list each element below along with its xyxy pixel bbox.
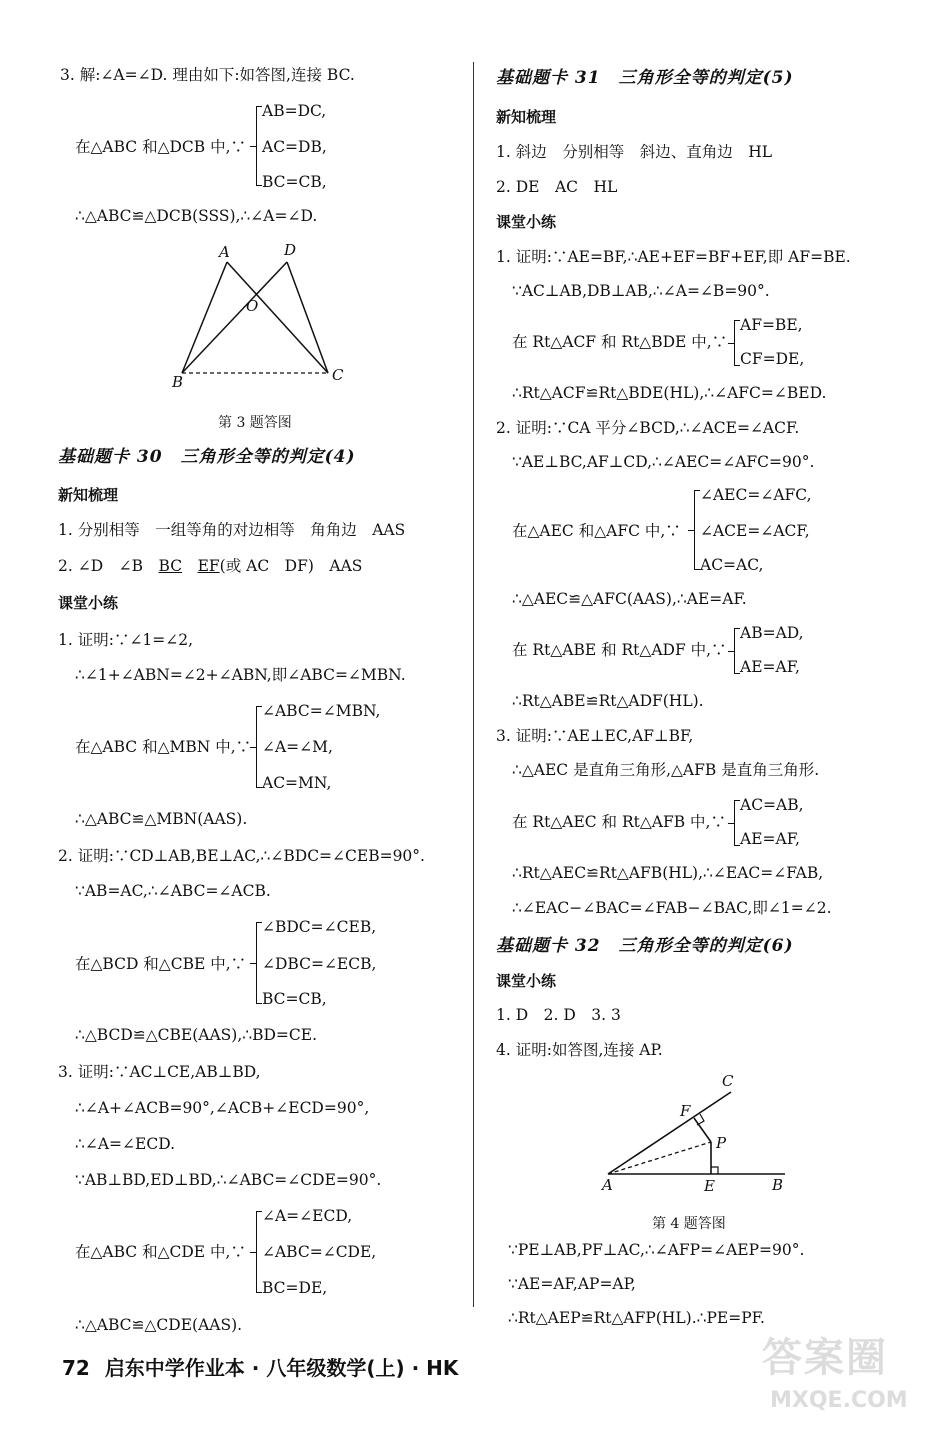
q3-conclusion-1: ∴Rt△AEC≌Rt△AFB(HL),∴∠EAC=∠FAB, [512,864,824,882]
fig3-diagram [165,240,355,390]
fig4-right-angle-e [711,1167,718,1174]
p3-brace [256,1211,257,1293]
fig4-label-a: A [602,1176,613,1194]
fig4-label-p: P [716,1134,727,1152]
p3-line-4: ∵AB⊥BD,ED⊥BD,∴∠ABC=∠CDE=90°. [75,1171,382,1189]
p2-brace [256,922,257,1004]
q3-cond-2: AE=AF, [740,830,800,848]
p2-cond-3: BC=CB, [262,990,327,1008]
q3-prefix: 在△ABC 和△DCB 中,∵ [75,138,247,156]
p2-line-1: 2. 证明:∵CD⊥AB,BE⊥AC,∴∠BDC=∠CEB=90°. [58,847,425,865]
q3-cond-2: AC=DB, [262,138,327,156]
fig4-caption: 第 4 题答图 [652,1216,726,1232]
watermark-top-text: 答案圈 [762,1335,888,1381]
q1-cond-1: AF=BE, [740,316,803,334]
q3-cond-3: BC=CB, [262,173,327,191]
q4-line-1: 4. 证明:如答图,连接 AP. [496,1041,663,1059]
fig3-label-d: D [284,241,297,259]
q2-cond-3: AC=AC, [700,556,764,574]
card31-answer-2: 2. DE AC HL [496,178,618,196]
fig3-label-o: O [246,297,259,315]
q3-brace [256,106,257,186]
p3-cond-1: ∠A=∠ECD, [262,1207,353,1225]
fig4-line-ap-dashed [608,1142,711,1174]
card30-section-new: 新知梳理 [58,486,119,504]
q1-brace [734,320,735,366]
fig3-line-ab [182,262,227,373]
card30-answer-2-post: (或 AC DF) AAS [219,557,363,575]
q1-line-1: 1. 证明:∵AE=BF,∴AE+EF=BF+EF,即 AF=BE. [496,248,851,266]
q2-prefix: 在△AEC 和△AFC 中,∵ [512,522,681,540]
p3-prefix: 在△ABC 和△CDE 中,∵ [75,1243,246,1261]
q2-brace-2 [734,628,735,674]
fig3-label-a: A [219,243,230,261]
p2-line-2: ∵AB=AC,∴∠ABC=∠ACB. [75,882,271,900]
p1-line-1: 1. 证明:∵∠1=∠2, [58,631,194,649]
q2-line-1: 2. 证明:∵CA 平分∠BCD,∴∠ACE=∠ACF. [496,419,800,437]
fig4-label-c: C [722,1072,734,1090]
card30-answer-2-underlined-1: BC [158,557,183,575]
card30-answer-2-underlined-2: EF [197,557,220,575]
card32-answers: 1. D 2. D 3. 3 [496,1006,621,1024]
p1-line-2: ∴∠1+∠ABN=∠2+∠ABN,即∠ABC=∠MBN. [75,666,406,684]
q2-line-2: ∵AE⊥BC,AF⊥CD,∴∠AEC=∠AFC=90°. [512,453,815,471]
p2-cond-1: ∠BDC=∠CEB, [262,918,377,936]
card32-section-practice: 课堂小练 [496,972,557,990]
card31-section-new: 新知梳理 [496,108,557,126]
q3-cond-1: AB=DC, [262,102,327,120]
q3-line-1: 3. 证明:∵AE⊥EC,AF⊥BF, [496,727,694,745]
book-title: 启东中学作业本 · 八年级数学(上) · HK [104,1356,459,1380]
fig3-line-ac [227,262,328,373]
p2-prefix: 在△BCD 和△CBE 中,∵ [75,955,247,973]
q1-line-2: ∵AC⊥AB,DB⊥AB,∴∠A=∠B=90°. [512,282,770,300]
p1-cond-1: ∠ABC=∠MBN, [262,702,381,720]
left-column [0,0,470,1380]
card32-title: 基础题卡 32 三角形全等的判定(6) [496,936,794,956]
p1-conclusion: ∴△ABC≌△MBN(AAS). [75,810,248,828]
page-number: 72 [62,1356,90,1380]
fig3-label-b: B [172,373,184,390]
watermark-logo [752,1330,922,1430]
p1-cond-2: ∠A=∠M, [262,738,333,756]
p3-line-1: 3. 证明:∵AC⊥CE,AB⊥BD, [58,1063,261,1081]
page-footer [62,1358,458,1378]
q2-conclusion-1: ∴△AEC≌△AFC(AAS),∴AE=AF. [512,590,747,608]
q1-prefix: 在 Rt△ACF 和 Rt△BDE 中,∵ [512,333,728,351]
q3-conclusion-2: ∴∠EAC−∠BAC=∠FAB−∠BAC,即∠1=∠2. [512,899,832,917]
fig4-diagram [598,1068,798,1196]
card30-title: 基础题卡 30 三角形全等的判定(4) [58,447,356,467]
q3-line-2: ∴△AEC 是直角三角形,△AFB 是直角三角形. [512,761,820,779]
p1-brace [256,706,257,788]
q2-conclusion-2: ∴Rt△ABE≌Rt△ADF(HL). [512,692,704,710]
q2-cond-1: ∠AEC=∠AFC, [700,486,812,504]
fig4-line-ac [608,1092,731,1174]
card30-answer-1: 1. 分别相等 一组等角的对边相等 角角边 AAS [58,521,406,539]
p3-cond-3: BC=DE, [262,1279,328,1297]
q2-cond-2: ∠ACE=∠ACF, [700,522,810,540]
q1-conclusion: ∴Rt△ACF≌Rt△BDE(HL),∴∠AFC=∠BED. [512,384,827,402]
card31-answer-1: 1. 斜边 分别相等 斜边、直角边 HL [496,143,773,161]
p3-line-2: ∴∠A+∠ACB=90°,∠ACB+∠ECD=90°, [75,1099,370,1117]
fig4-label-e: E [704,1177,715,1195]
q2-brace-1 [694,490,695,570]
fig3-caption: 第 3 题答图 [218,415,292,431]
q2-cond-4: AB=AD, [740,624,804,642]
q3-conclusion: ∴△ABC≌△DCB(SSS),∴∠A=∠D. [75,207,318,225]
fig3-line-dc [287,262,328,373]
fig4-label-b: B [772,1176,784,1194]
p3-cond-2: ∠ABC=∠CDE, [262,1243,377,1261]
card30-section-practice: 课堂小练 [58,594,119,612]
q2-prefix-2: 在 Rt△ABE 和 Rt△ADF 中,∵ [512,641,727,659]
q3-brace [734,800,735,846]
right-column [478,0,932,1380]
q4-line-4: ∴Rt△AEP≌Rt△AFP(HL).∴PE=PF. [508,1309,765,1327]
q3-prefix: 在 Rt△AEC 和 Rt△AFB 中,∵ [512,813,726,831]
q2-cond-5: AE=AF, [740,658,800,676]
card31-title: 基础题卡 31 三角形全等的判定(5) [496,68,794,88]
card30-answer-2 [58,559,362,575]
column-divider [473,62,474,1307]
q3-intro: 3. 解:∠A=∠D. 理由如下:如答图,连接 BC. [60,66,355,84]
p2-cond-2: ∠DBC=∠ECB, [262,955,377,973]
q3-cond-1: AC=AB, [740,796,804,814]
q4-line-2: ∵PE⊥AB,PF⊥AC,∴∠AFP=∠AEP=90°. [508,1241,805,1259]
p1-cond-3: AC=MN, [262,774,332,792]
fig4-label-f: F [680,1102,691,1120]
p1-prefix: 在△ABC 和△MBN 中,∵ [75,738,252,756]
watermark-bottom-text: MXQE.COM [770,1388,908,1413]
card30-answer-2-pre: 2. ∠D ∠B [58,557,159,575]
p3-line-3: ∴∠A=∠ECD. [75,1135,175,1153]
p3-conclusion: ∴△ABC≌△CDE(AAS). [75,1316,243,1334]
fig3-line-db [182,262,287,373]
card31-section-practice: 课堂小练 [496,213,557,231]
p2-conclusion: ∴△BCD≌△CBE(AAS),∴BD=CE. [75,1026,318,1044]
q4-line-3: ∵AE=AF,AP=AP, [508,1275,636,1293]
fig3-label-c: C [332,366,344,384]
q1-cond-2: CF=DE, [740,350,805,368]
